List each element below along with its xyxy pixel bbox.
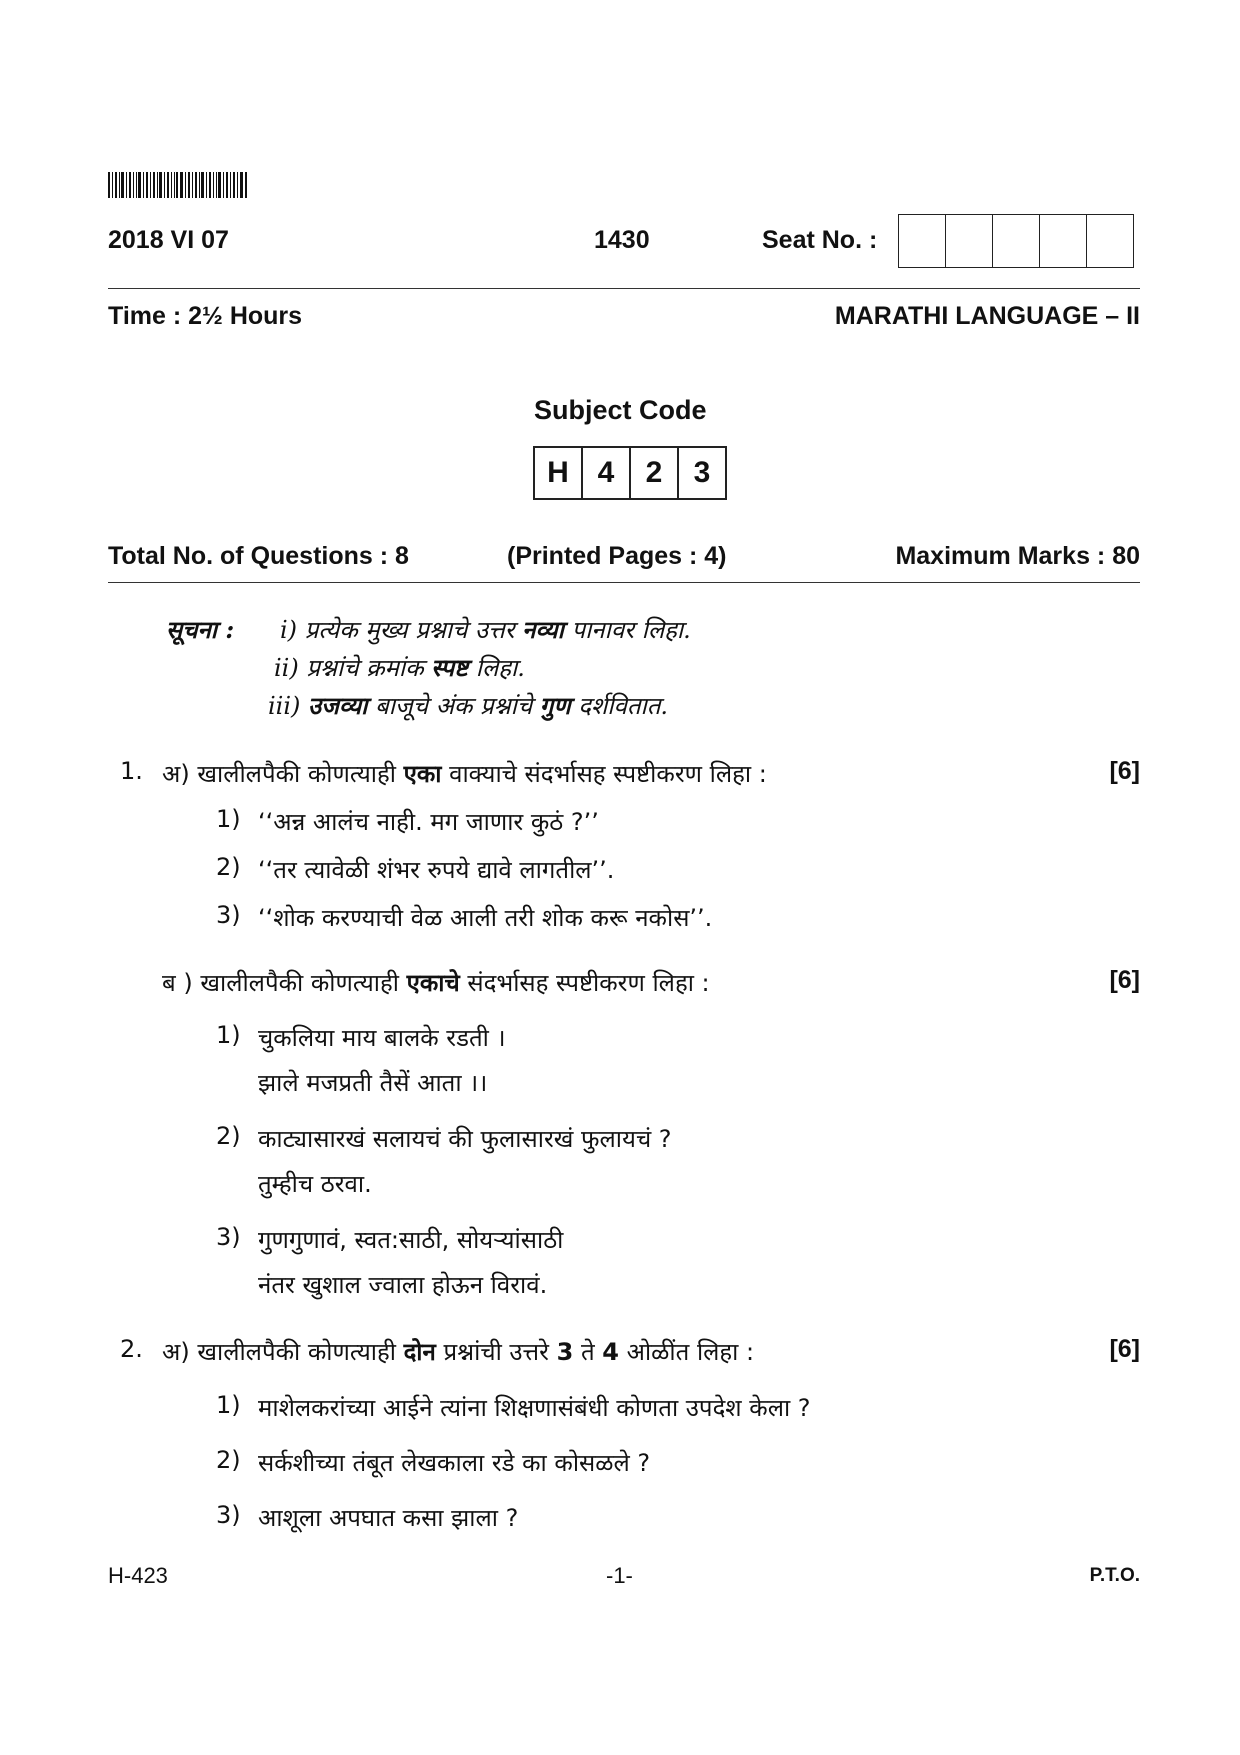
paper-number: 1430 <box>594 226 650 254</box>
subquestion-number: 3) <box>216 1501 241 1529</box>
totals-divider <box>108 582 1140 583</box>
subject-code-boxes <box>533 446 727 500</box>
total-questions: Total No. of Questions : 8 <box>108 542 409 570</box>
exam-time: Time : 2½ Hours <box>108 302 303 330</box>
subquestion-text: ‘‘शोक करण्याची वेळ आली तरी शोक करू नकोस’’. <box>258 904 713 932</box>
seat-box[interactable] <box>899 215 946 267</box>
subject-code-char: 2 <box>631 448 679 498</box>
question-heading: अ) खालीलपैकी कोणत्याही दोन प्रश्नांची उत्तरे 3 ते 4 ओळींत लिहा : <box>162 1338 755 1366</box>
verse-line: नंतर खुशाल ज्वाला होऊन विरावं. <box>258 1271 548 1299</box>
pto-label: P.T.O. <box>1089 1565 1140 1586</box>
seat-box[interactable] <box>946 215 993 267</box>
subquestion-number: 1) <box>216 1391 241 1419</box>
verse-line: झाले मजप्रती तैसें आता ।। <box>258 1069 488 1097</box>
subject-code-label: Subject Code <box>534 395 707 425</box>
seat-number-label: Seat No. : <box>762 226 878 254</box>
footer-code: H-423 <box>108 1563 168 1588</box>
subquestion-text: ‘‘अन्न आलंच नाही. मग जाणार कुठं ?’’ <box>258 808 599 836</box>
subject-code-char: 3 <box>693 456 711 489</box>
subquestion-number: 2) <box>216 853 241 881</box>
instruction-item: i) प्रत्येक मुख्य प्रश्नाचे उत्तर नव्या पानावर लिहा. <box>280 615 691 644</box>
seat-box[interactable] <box>1040 215 1087 267</box>
subject-title: MARATHI LANGUAGE – II <box>834 302 1140 330</box>
subquestion-number: 2) <box>216 1446 241 1474</box>
subquestion-number: 3) <box>216 1223 241 1251</box>
verse-line: काट्यासारखं सलायचं की फुलासारखं फुलायचं ? <box>258 1125 672 1153</box>
subject-code-char: H <box>535 448 583 498</box>
barcode-image <box>108 172 248 198</box>
instruction-item: iii) उजव्या बाजूचे अंक प्रश्नांचे गुण दर्शवितात. <box>268 691 669 720</box>
subquestion-number: 1) <box>216 1021 241 1049</box>
paper-code: 2018 VI 07 <box>108 226 229 254</box>
question-number: 2. <box>120 1335 143 1363</box>
subject-code-char: 4 <box>583 448 631 498</box>
seat-box[interactable] <box>993 215 1040 267</box>
subquestion-number: 2) <box>216 1122 241 1150</box>
header-divider <box>108 288 1140 289</box>
page-number: -1- <box>606 1563 633 1588</box>
subquestion-text: ‘‘तर त्यावेळी शंभर रुपये द्यावे लागतील’’. <box>258 856 615 884</box>
marks-badge: [6] <box>1109 757 1140 785</box>
subquestion-text: माशेलकरांच्या आईने त्यांना शिक्षणासंबंधी कोणता उपदेश केला ? <box>258 1394 811 1422</box>
subquestion-text: आशूला अपघात कसा झाला ? <box>258 1504 519 1532</box>
verse-line: गुणगुणावं, स्वत:साठी, सोयऱ्यांसाठी <box>258 1226 564 1254</box>
verse-line: चुकलिया माय बालके रडती । <box>258 1024 506 1052</box>
seat-number-boxes[interactable] <box>898 214 1134 268</box>
marks-badge: [6] <box>1109 1335 1140 1363</box>
subquestion-text: सर्कशीच्या तंबूत लेखकाला रडे का कोसळले ? <box>258 1449 651 1477</box>
marks-badge: [6] <box>1109 966 1140 994</box>
question-heading: ब ) खालीलपैकी कोणत्याही एकाचे संदर्भासह स्पष्टीकरण लिहा : <box>162 969 710 997</box>
question-heading: अ) खालीलपैकी कोणत्याही एका वाक्याचे संदर्भासह स्पष्टीकरण लिहा : <box>162 760 767 788</box>
verse-line: तुम्हीच ठरवा. <box>258 1170 372 1198</box>
question-number: 1. <box>120 757 143 785</box>
printed-pages: (Printed Pages : 4) <box>507 542 727 570</box>
seat-box[interactable] <box>1087 215 1133 267</box>
maximum-marks: Maximum Marks : 80 <box>895 542 1140 570</box>
subquestion-number: 3) <box>216 901 241 929</box>
instructions-label: सूचना : <box>166 615 235 644</box>
instruction-item: ii) प्रश्नांचे क्रमांक स्पष्ट लिहा. <box>274 653 525 682</box>
subquestion-number: 1) <box>216 805 241 833</box>
